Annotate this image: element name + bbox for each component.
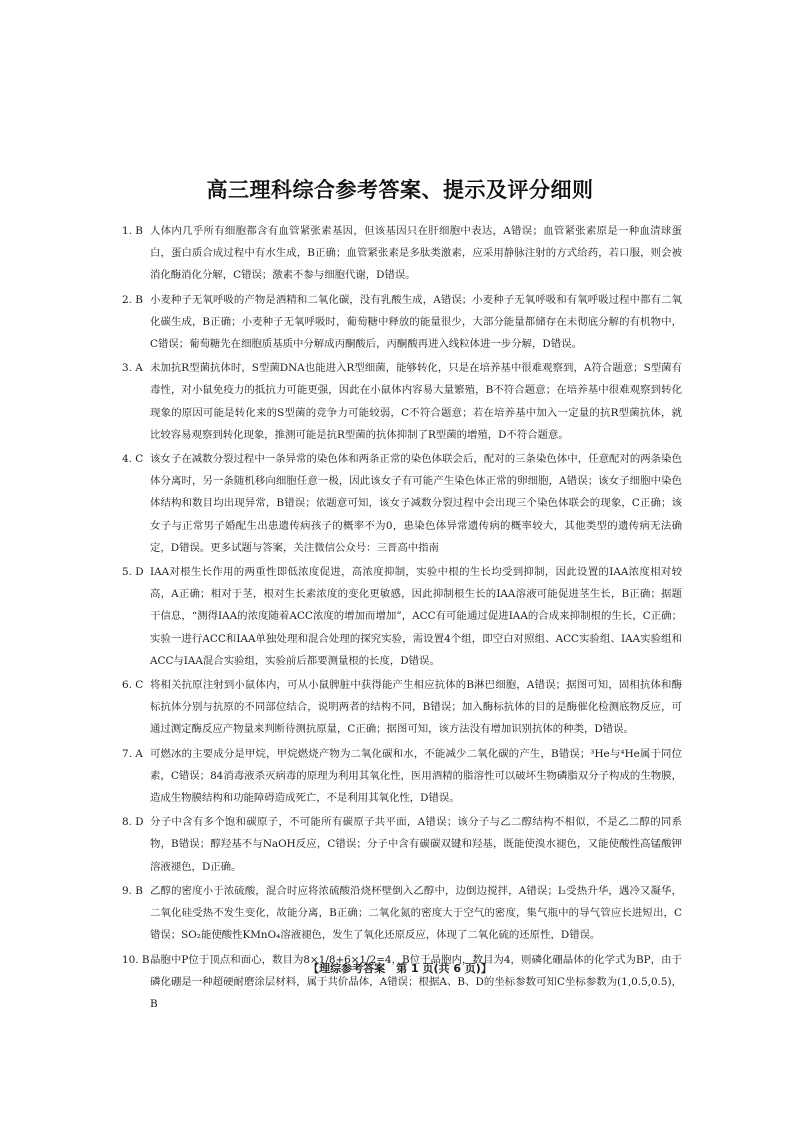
answer-text: 将相关抗原注射到小鼠体内，可从小鼠脾脏中获得能产生相应抗体的B淋巴细胞，A错误；据图可知，固相抗体和酶标抗体分别与抗原的不同部位结合，说明两者的结构不同，B错误；加入酶标抗体的目的是酶催化检测底物反应，可通过测定酶反应产物量来判断待测抗原量，C正确；据图可知，该方法没有增加识别抗体的种类，D错误。 xyxy=(150,679,682,736)
answer-text: 人体内几乎所有细胞都含有血管紧张素基因，但该基因只在肝细胞中表达，A错误；血管紧张素原是一种血清球蛋白，蛋白质合成过程中有水生成，B正确；血管紧张素是多肽类激素，应采用静脉注射的方式给药，若口服，则会被消化酶消化分解，C错误；激素不参与细胞代谢，D错误。 xyxy=(150,225,682,282)
answer-item xyxy=(122,289,682,356)
answer-number: 3. A xyxy=(122,362,143,375)
answer-number: 8. D xyxy=(122,816,144,829)
answer-item xyxy=(122,949,682,1016)
answer-text: 可燃冰的主要成分是甲烷，甲烷燃烧产物为二氧化碳和水，不能减少二氧化碳的产生，B错误；³He与⁴He属于同位素，C错误；84消毒液杀灭病毒的原理为利用其氧化性，医用酒精的脂溶性可以破坏生物磷脂双分子构成的生物膜，造成生物膜结构和功能障碍造成死亡，不是利用其氧化性，D错误。 xyxy=(150,747,682,805)
answer-number: 6. C xyxy=(122,679,144,692)
answer-item xyxy=(122,561,682,672)
answer-item xyxy=(122,674,682,741)
answer-item xyxy=(122,357,682,446)
answer-text: 晶胞中P位于顶点和面心，数目为8×1/8+6×1/2=4，B位于晶胞内，数目为4，则磷化硼晶体的化学式为BP，由于磷化硼是一种超硬耐磨涂层材料，属于共价晶体，A错误；根据A、B、D的坐标参数可知C坐标参数为(1,0.5,0.5)，B xyxy=(150,953,682,1010)
answer-item xyxy=(122,220,682,287)
answer-number: 7. A xyxy=(122,747,143,760)
answer-item xyxy=(122,448,682,559)
answer-number: 4. C xyxy=(122,453,144,466)
answer-item xyxy=(122,880,682,947)
answer-text: 未加抗R型菌抗体时，S型菌DNA也能进入R型细菌，能够转化，只是在培养基中很难观察到，A符合题意；S型菌有毒性，对小鼠免疫力的抵抗力可能更强，因此在小鼠体内容易大量繁殖，B不符合题意；在培养基中很难观察到转化现象的原因可能是转化来的S型菌的竞争力可能较弱，C不符合题意；若在培养基中加入一定量的抗R型菌抗体，就比较容易观察到转化现象，推测可能是抗R型菌的抗体抑制了R型菌的增殖，D不符合题意。 xyxy=(150,362,682,441)
answer-text: 该女子在减数分裂过程中一条异常的染色体和两条正常的染色体联会后，配对的三条染色体中，任意配对的两条染色体分离时，另一条随机移向细胞任意一极，因此该女子有可能产生染色体正常的卵细胞，A错误；该女子细胞中染色体结构和数目均出现异常，B错误；依题意可知，该女子减数分裂过程中会出现三个染色体联会的现象，C正确；该女子与正常男子婚配生出患遗传病孩子的概率不为0，患染色体异常遗传病的概率较大，其他类型的遗传病无法确定，D错误。更多试题与答案，关注微信公众号：三晋高中指南 xyxy=(150,453,682,554)
answer-number: 5. D xyxy=(122,566,144,579)
answer-number: 10. B xyxy=(122,953,150,966)
answer-text: 乙醇的密度小于浓硫酸，混合时应将浓硫酸沿烧杯壁倒入乙醇中，边倒边搅拌，A错误；I₂受热升华，遇冷又凝华，二氧化硅受热不发生变化，故能分离，B正确；二氧化氮的密度大于空气的密度，集气瓶中的导气管应长进短出，C错误；SO₂能使酸性KMnO₄溶液褪色，发生了氧化还原反应，体现了二氧化硫的还原性，D错误。 xyxy=(150,884,682,942)
answer-list xyxy=(122,220,682,1017)
answer-text: 小麦种子无氧呼吸的产物是酒精和二氧化碳，没有乳酸生成，A错误；小麦种子无氧呼吸和有氧呼吸过程中都有二氧化碳生成，B正确；小麦种子无氧呼吸时，葡萄糖中释放的能量很少，大部分能量都储存在未彻底分解的有机物中，C错误；葡萄糖先在细胞质基质中分解成丙酮酸后，丙酮酸再进入线粒体进一步分解，D错误。 xyxy=(150,293,682,351)
answer-number: 2. B xyxy=(122,293,143,306)
answer-text: 分子中含有多个饱和碳原子，不可能所有碳原子共平面，A错误；该分子与乙二醇结构不相似，不是乙二醇的同系物，B错误；醇羟基不与NaOH反应，C错误；分子中含有碳碳双键和羟基，既能使溴水褪色，又能使酸性高锰酸钾溶液褪色，D正确。 xyxy=(150,816,682,873)
answer-number: 1. B xyxy=(122,225,143,237)
answer-number: 9. B xyxy=(122,884,143,897)
answer-text: IAA对根生长作用的两重性即低浓度促进，高浓度抑制，实验中根的生长均受到抑制，因此设置的IAA浓度相对较高，A正确；相对于茎，根对生长素浓度的变化更敏感，因此抑制根生长的IAA溶液可能促进茎生长，B正确；据题干信息，“测得IAA的浓度随着ACC浓度的增加而增加”，ACC有可能通过促进IAA的合成来抑制根的生长，C正确；实验一进行ACC和IAA单独处理和混合处理的探究实验，需设置4个组，即空白对照组、ACC实验组、IAA实验组和ACC与IAA混合实验组，实验前后都要测量根的长度，D错误。 xyxy=(150,566,682,667)
page-title: 高三理科综合参考答案、提示及评分细则 xyxy=(206,178,594,202)
answer-item xyxy=(122,743,682,810)
page-footer: 【理综参考答案 第 1 页(共 6 页)】 xyxy=(308,962,492,975)
answer-item xyxy=(122,811,682,878)
